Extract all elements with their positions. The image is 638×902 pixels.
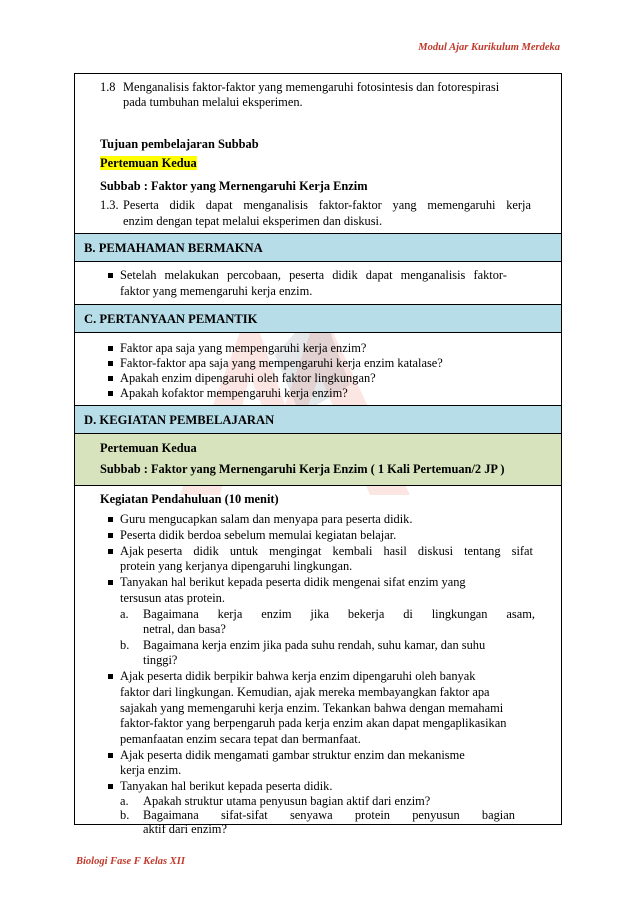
objective-line-1: Menganalisis faktor-faktor yang memengaruhi fotosintesis dan fotorespirasi: [123, 80, 500, 94]
word: menganalisis: [400, 268, 466, 282]
word: senyawa: [289, 808, 333, 822]
page-header: Modul Ajar Kurikulum Merdeka: [418, 42, 560, 53]
page-footer: Biologi Fase F Kelas XII: [76, 856, 185, 867]
activity-continuation: pemanfaatan enzim secara tepat dan bermanfaat.: [120, 732, 361, 746]
word: untuk: [229, 544, 259, 558]
subbab-title: Subbab : Faktor yang Mernengaruhi Kerja Enzim ( 1 Kali Pertemuan/2 JP ): [100, 462, 505, 476]
sub-question-continuation: netral, dan basa?: [143, 622, 226, 636]
word: dapat: [365, 268, 393, 282]
word: Bagaimana: [143, 607, 199, 621]
word: percobaan,: [226, 268, 281, 282]
sub-question: Bagaimana kerja enzim jika pada suhu rendah, suhu kamar, dan suhu: [143, 638, 486, 652]
word: peserta: [289, 268, 325, 282]
word: Ajak peserta: [120, 544, 183, 558]
word: asam,: [506, 607, 535, 621]
meeting-label: Pertemuan Kedua: [100, 441, 197, 455]
section-d-heading: D. KEGIATAN PEMBELAJARAN: [75, 406, 561, 434]
lesson-plan-table: [74, 73, 562, 836]
meeting-label: [100, 156, 197, 172]
meeting-highlight: Pertemuan Kedua: [100, 156, 197, 170]
sub-question-label: b.: [120, 638, 130, 652]
sub-question-continuation: aktif dari enzim?: [143, 822, 227, 836]
word: enzim: [261, 607, 292, 621]
word: faktor-faktor: [318, 198, 382, 212]
activity-item: Peserta didik berdoa sebelum memulai kegiatan belajar.: [120, 528, 397, 542]
word: memengaruhi: [427, 198, 496, 212]
activity-continuation: tersusun atas protein.: [120, 591, 225, 605]
goal-line-1: [123, 198, 531, 214]
activity-item: Tanyakan hal berikut kepada peserta didik.: [120, 779, 333, 793]
activity-item: [120, 544, 533, 560]
sub-question-label: b.: [120, 808, 130, 822]
word: Peserta: [123, 198, 159, 212]
section-c-content: [75, 333, 561, 406]
word: faktor-: [473, 268, 507, 282]
intro-section: [75, 74, 561, 234]
word: tentang: [464, 544, 501, 558]
word: penyusun: [412, 808, 460, 822]
sub-question: Apakah struktur utama penyusun bagian aktif dari enzim?: [143, 794, 431, 808]
activity-item: Ajak peserta didik berpikir bahwa kerja enzim dipengaruhi oleh banyak: [120, 669, 476, 683]
word: mengingat: [269, 544, 322, 558]
activity-item: Tanyakan hal berikut kepada peserta didik mengenai sifat enzim yang: [120, 575, 466, 589]
activity-continuation: faktor dari lingkungan. Kemudian, ajak mereka membayangkan faktor apa: [120, 685, 490, 699]
section-b-line-2: faktor yang memengaruhi kerja enzim.: [120, 284, 313, 298]
subbab-title: Subbab : Faktor yang Mernengaruhi Kerja Enzim: [100, 179, 368, 193]
section-b-line-1: [120, 268, 507, 284]
word: protein: [354, 808, 390, 822]
tujuan-heading: Tujuan pembelajaran Subbab: [100, 137, 259, 151]
word: kerja: [217, 607, 243, 621]
sub-question-label: a.: [120, 607, 129, 621]
objective-number: 1.8: [100, 80, 116, 94]
word: bagian: [481, 808, 515, 822]
word: didik: [169, 198, 195, 212]
activity-item: Guru mengucapkan salam dan menyapa para peserta didik.: [120, 512, 413, 526]
question-item: Faktor-faktor apa saja yang mempengaruhi kerja enzim katalase?: [120, 356, 443, 370]
activity-continuation: sajakah yang memengaruhi kerja enzim. Tekankan bahwa dengan memahami: [120, 701, 504, 715]
word: lingkungan: [431, 607, 488, 621]
word: kembali: [332, 544, 373, 558]
goal-line-2: enzim dengan tepat melalui eksperimen dan diskusi.: [123, 214, 383, 228]
word: hasil: [383, 544, 407, 558]
word: melakukan: [164, 268, 219, 282]
sub-question: [143, 607, 535, 623]
objective-line-2: pada tumbuhan melalui eksperimen.: [123, 95, 303, 109]
word: Bagaimana: [143, 808, 199, 822]
word: di: [403, 607, 413, 621]
word: didik: [193, 544, 219, 558]
sub-question-continuation: tinggi?: [143, 653, 178, 667]
activity-continuation: faktor-faktor yang berpengaruh pada kerja enzim akan dapat mengaplikasikan: [120, 716, 507, 730]
activity-continuation: kerja enzim.: [120, 763, 182, 777]
word: didik: [332, 268, 358, 282]
word: kerja: [506, 198, 531, 212]
word: sifat: [511, 544, 533, 558]
section-b-content: [75, 262, 561, 305]
word: jika: [310, 607, 329, 621]
sub-question-label: a.: [120, 794, 129, 808]
word: diskusi: [417, 544, 454, 558]
question-item: Faktor apa saja yang mempengaruhi kerja enzim?: [120, 341, 367, 355]
word: Setelah: [120, 268, 157, 282]
word: sifat-sifat: [220, 808, 268, 822]
activity-item: Ajak peserta didik mengamati gambar struktur enzim dan mekanisme: [120, 748, 465, 762]
goal-number: 1.3.: [100, 198, 119, 212]
section-d-meeting: [75, 434, 561, 486]
activity-continuation: protein yang kerjanya dipengaruhi lingkungan.: [120, 559, 353, 573]
question-item: Apakah kofaktor mempengaruhi kerja enzim?: [120, 386, 348, 400]
question-item: Apakah enzim dipengaruhi oleh faktor lingkungan?: [120, 371, 376, 385]
word: menganalisis: [243, 198, 309, 212]
word: dapat: [205, 198, 233, 212]
section-b-heading: B. PEMAHAMAN BERMAKNA: [75, 234, 561, 262]
section-c-heading: C. PERTANYAAN PEMANTIK: [75, 305, 561, 333]
kegiatan-heading: Kegiatan Pendahuluan (10 menit): [100, 492, 279, 506]
word: bekerja: [347, 607, 385, 621]
section-d-activities: [75, 486, 561, 836]
word: yang: [392, 198, 417, 212]
